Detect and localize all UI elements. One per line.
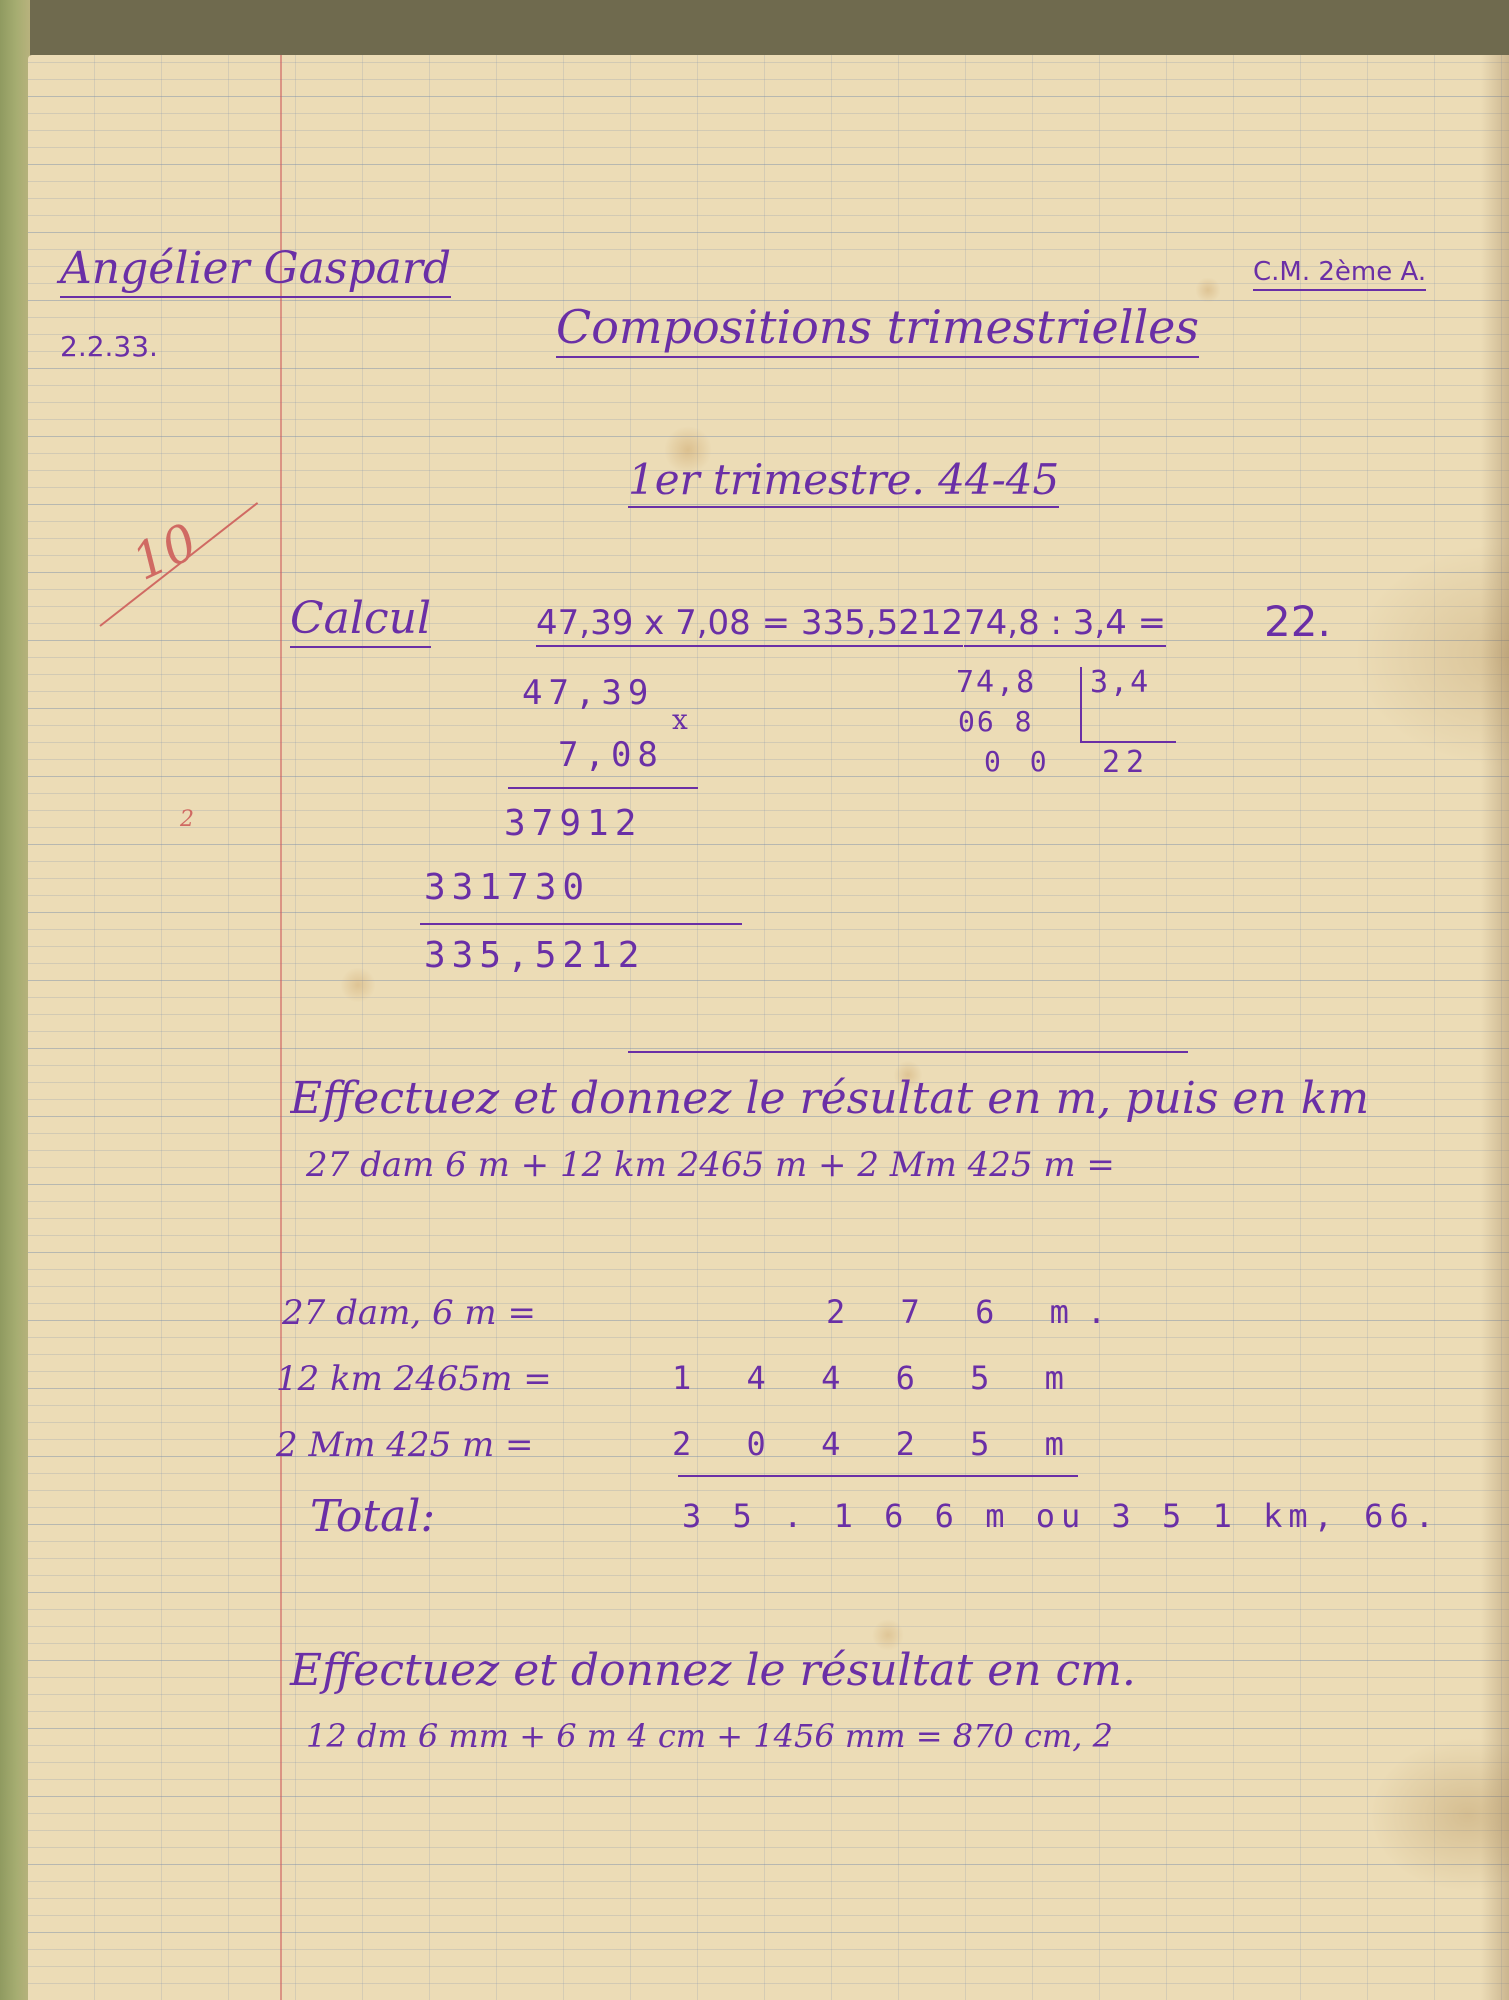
exercise-1-expression: 27 dam 6 m + 12 km 2465 m + 2 Mm 425 m =: [306, 1145, 1115, 1185]
multiplication-statement: 47,39 x 7,08 = 335,5212: [536, 603, 963, 647]
page-title: Compositions trimestrielles: [556, 300, 1199, 358]
margin-line: [280, 55, 282, 2000]
partial-product-2: 331730: [424, 867, 591, 908]
class-label: C.M. 2ème A.: [1253, 257, 1426, 291]
quotient: 22: [1102, 745, 1151, 780]
exercise-1-row-label-1: 27 dam, 6 m =: [282, 1293, 536, 1333]
calcul-label: Calcul: [290, 593, 431, 648]
total-value: 3 5 . 1 6 6 m ou 3 5 1 km, 66.: [682, 1497, 1440, 1535]
divisor: 3,4: [1090, 665, 1151, 700]
notebook-spine: [0, 0, 30, 2000]
division-remainder-2: 0 0: [984, 745, 1053, 778]
exercise-2-expression: 12 dm 6 mm + 6 m 4 cm + 1456 mm = 870 cm, 2: [306, 1717, 1113, 1755]
partial-product-1: 37912: [504, 803, 643, 844]
total-label: Total:: [310, 1491, 436, 1542]
margin-number: 2: [180, 807, 194, 832]
exercise-1-row-value-3: 2 0 4 2 5 m: [672, 1425, 1082, 1463]
exercise-1-instruction: Effectuez et donnez le résultat en m, puis en km: [290, 1073, 1370, 1124]
multiply-operator: x: [672, 703, 688, 736]
date: 2.2.33.: [60, 330, 158, 363]
exercise-1-row-label-3: 2 Mm 425 m =: [276, 1425, 534, 1465]
total-rule: [678, 1475, 1078, 1477]
division-remainder-1: 06 8: [958, 705, 1034, 738]
exercise-1-row-value-2: 1 4 4 6 5 m: [672, 1359, 1082, 1397]
page-subtitle: 1er trimestre. 44-45: [628, 455, 1059, 508]
exercise-2-instruction: Effectuez et donnez le résultat en cm.: [290, 1645, 1136, 1696]
section-separator: [628, 1051, 1188, 1053]
division-answer: 22.: [1264, 597, 1331, 646]
division-statement: 74,8 : 3,4 =: [964, 603, 1166, 647]
multiplier: 7,08: [558, 735, 664, 775]
division-bar-horizontal: [1080, 741, 1176, 743]
multiplication-rule-1: [508, 787, 698, 789]
page-edge-shadow: [1481, 55, 1509, 2000]
multiplicand: 47,39: [522, 673, 655, 713]
multiplication-rule-2: [420, 923, 742, 925]
division-bar-vertical: [1080, 667, 1082, 743]
grade-score: 10: [123, 512, 206, 592]
final-product: 335,5212: [424, 935, 646, 976]
exercise-1-row-value-1: 2 7 6 m.: [826, 1293, 1125, 1331]
dividend: 74,8: [956, 665, 1037, 700]
student-name: Angélier Gaspard: [60, 243, 451, 298]
notebook-page: [28, 55, 1509, 2000]
exercise-1-row-label-2: 12 km 2465m =: [276, 1359, 552, 1399]
